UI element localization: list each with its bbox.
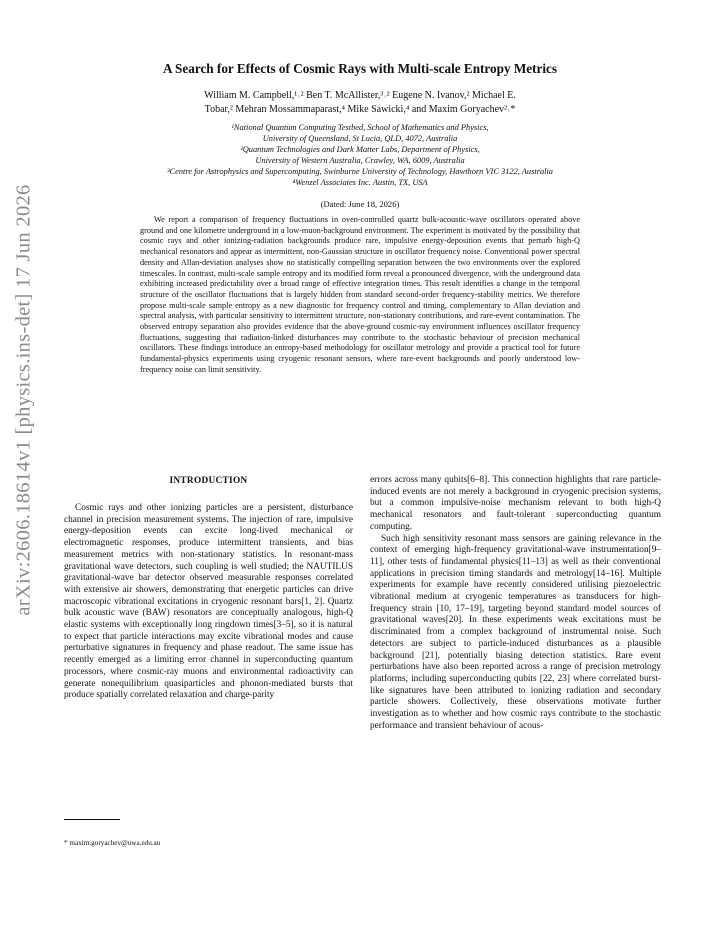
- intro-paragraph: Cosmic rays and other ionizing particles are a persistent, disturbance channel in precision measurement systems. The injection of rare, impulsive energy-deposition events can excite long-lived mechanical or electromagnetic responses, produce intermittent transients, and bias measurement metrics with non-stationary statistics. In resonant-mass gravitational wave detectors, such coupling is well studied; the NAUTILUS gravitational-wave bar detector observed measurable responses correlated with extensive air showers, demonstrating that energetic particles can drive macroscopic vibrational excitations in cryogenic resonant bars[1, 2]. Quartz bulk acoustic wave (BAW) resonators are conceptually analogous, high-Q elastic systems with exceptionally long ringdown times[3–5], so it is natural to expect that particle interactions may excite vibrational modes and cause perturbative signatures in frequency and phase readout. The same issue has recently emerged as a limiting error channel in superconducting quantum processors, where cosmic-ray muons and environmental radioactivity can generate nonequilibrium quasiparticles and phonon-mediated bursts that produce spatially correlated relaxation and charge-parity: [64, 503, 353, 701]
- affiliation-line: University of Queensland, St Lucia, QLD, 4072, Australia: [262, 134, 458, 143]
- arxiv-identifier: arXiv:2606.18614v1 [physics.ins-det] 17 Jun 2026: [12, 184, 35, 616]
- affiliation-line: University of Western Australia, Crawley, WA, 6009, Australia: [255, 156, 465, 165]
- left-column: [64, 503, 353, 702]
- arxiv-sidebar-stamp: [4, 170, 44, 630]
- affiliation-list: [40, 122, 680, 188]
- intro-paragraph-continued: errors across many qubits[6–8]. This connection highlights that rare particle-induced events are not merely a background in cryogenic precision systems, but a common impulsive-noise mechanism relevant to both high-Q mechanical resonators and fault-tolerant superconducting quantum computing.: [370, 475, 661, 532]
- affiliation-line: ³Centre for Astrophysics and Supercomputing, Swinburne University of Technology, Hawthorn VIC 3122, Australia: [167, 167, 553, 176]
- date-line: (Dated: June 18, 2026): [320, 199, 400, 209]
- abstract: We report a comparison of frequency fluctuations in oven-controlled quartz bulk-acoustic-wave oscillators operated above ground and one kilometre underground in a low-muon-background environment. The experiment is motivated by the possibility that cosmic rays and other ionizing-radiation backgrounds produce rare, impulsive energy-deposition events that perturb high-Q mechanical resonators and appear as intermittent, non-Gaussian structure in oscillator frequency noise. Conventional power spectral density and Allan-deviation analyses show no statistically compelling separation between the two environments over the explored timescales. In contrast, multi-scale sample entropy and its modified form reveal a pronounced divergence, with the underground data exhibiting increased predictability over a broad range of effective integration times. This result identifies a change in the temporal structure of the oscillator fluctuations that is largely hidden from standard second-order frequency-stability metrics. We therefore propose multi-scale sample entropy as a new diagnostic for frequency control and timing, complementary to Allan deviation and spectral analysis, with particular sensitivity to intermittent structure, non-stationary contributions, and rare-event contamination. The observed entropy separation also provides evidence that the above-ground cosmic-ray environment influences oscillator frequency fluctuations, suggesting that radiation-linked disturbances may contribute to the stochastic behaviour of precision mechanical oscillators. These findings introduce an entropy-based methodology for oscillator metrology and provide a practical tool for future fundamental-physics experiments using cryogenic resonant sensors, where rare-event backgrounds and poorly understood low-frequency noise can limit sensitivity.: [140, 215, 580, 374]
- intro-paragraph: Such high sensitivity resonant mass sensors are gaining relevance in the context of emerging high-frequency gravitational-wave instrumentation[9–11], other tests of fundamental physics[11–13] as well as their conventional applications in precision timing standards and metrology[14–16]. Multiple experiments for example have recently considered utilising piezoelectric vibrational medium at cryogenic temperatures as transducers for high-frequency strain [10, 17–19], targeting beyond standard model sources of gravitational waves[20]. In these experiments weak excitations must be discriminated from a complex background of instrumental noise. Such detectors are subject to particle-induced disturbances as a plausible background [21], potentially biasing detection statistics. Rare event perturbations have also been reported across a range of precision metrology platforms, including superconducting qubits [22, 23] where correlated burst-like signatures have been attributed to ionizing radiation and secondary particle showers. Collectively, these observations motivate further investigation as to whether and how cosmic rays contribute to the stochastic performance and transient behaviour of acous-: [370, 533, 661, 731]
- right-column: [370, 475, 661, 732]
- section-heading-introduction: INTRODUCTION: [169, 476, 248, 486]
- affiliation-line: ²Quantum Technologies and Dark Matter Labs, Department of Physics,: [240, 145, 480, 154]
- paper-title: A Search for Effects of Cosmic Rays with Multi-scale Entropy Metrics: [162, 61, 558, 76]
- affiliation-line: ¹National Quantum Computing Testbed, School of Mathematics and Physics,: [231, 123, 489, 132]
- author-line-2: Tobar,² Mehran Mossammaparast,⁴ Mike Sawicki,⁴ and Maxim Goryachev²˒*: [204, 104, 516, 115]
- author-line-1: William M. Campbell,¹˒² Ben T. McAllister,³˒² Eugene N. Ivanov,² Michael E.: [204, 90, 516, 101]
- author-list: [130, 89, 590, 117]
- footnote-divider: [64, 819, 120, 820]
- footnote-email: * maxim.goryachev@uwa.edu.au: [64, 839, 161, 847]
- affiliation-line: ⁴Wenzel Associates Inc. Austin, TX, USA: [292, 178, 428, 187]
